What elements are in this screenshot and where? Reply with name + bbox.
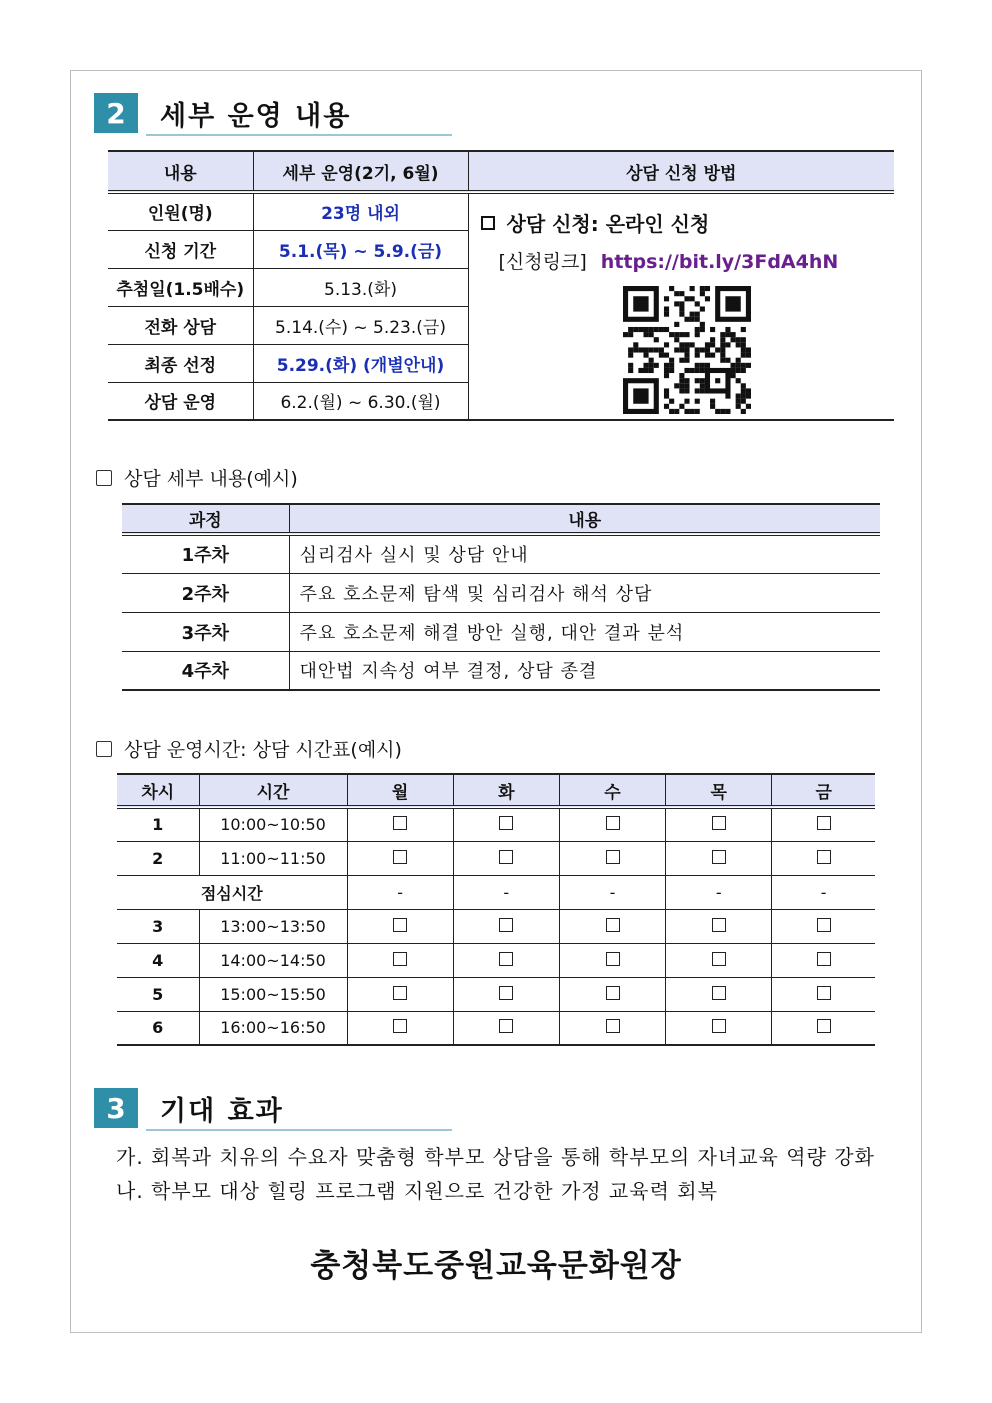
content-cell: 주요 호소문제 해결 방안 실행, 대안 결과 분석 <box>289 612 880 651</box>
slot-cell <box>666 909 772 943</box>
schedule-heading <box>96 735 402 762</box>
header-detail: 세부 운영(2기, 6월) <box>253 151 468 192</box>
header-tue: 화 <box>453 774 559 807</box>
table-row <box>117 977 875 1011</box>
header-content: 내용 <box>289 504 880 534</box>
checkbox[interactable] <box>393 850 407 864</box>
slot-cell <box>453 807 559 841</box>
method-cell <box>468 192 894 420</box>
slot-cell <box>666 977 772 1011</box>
session-cell: 3 <box>117 909 199 943</box>
section-title: 기대 효과 <box>160 1095 284 1127</box>
section-2-header <box>94 93 351 133</box>
checkbox[interactable] <box>606 986 620 1000</box>
checkbox[interactable] <box>499 986 513 1000</box>
checkbox[interactable] <box>499 850 513 864</box>
slot-cell <box>666 1011 772 1045</box>
table-row <box>117 909 875 943</box>
slot-cell <box>347 943 453 977</box>
checkbox[interactable] <box>817 1019 831 1033</box>
slot-cell <box>666 807 772 841</box>
slot-cell <box>347 1011 453 1045</box>
slot-cell <box>453 841 559 875</box>
slot-cell <box>772 909 875 943</box>
table-row <box>122 573 880 612</box>
slot-cell <box>772 807 875 841</box>
header-mon: 월 <box>347 774 453 807</box>
checkbox[interactable] <box>712 816 726 830</box>
time-cell: 10:00~10:50 <box>199 807 347 841</box>
row-value: 6.2.(월) ~ 6.30.(월) <box>253 382 468 420</box>
table-row <box>122 612 880 651</box>
schedule-table <box>117 773 875 1046</box>
table-row <box>117 1011 875 1045</box>
slot-cell <box>347 841 453 875</box>
checkbox-bullet-icon <box>96 470 112 486</box>
session-cell: 2 <box>117 841 199 875</box>
header-wed: 수 <box>559 774 665 807</box>
dash-cell: - <box>347 875 453 909</box>
checkbox[interactable] <box>606 918 620 932</box>
checkbox-bullet-icon <box>96 741 112 757</box>
checkbox[interactable] <box>499 1019 513 1033</box>
section-number: 2 <box>94 93 138 133</box>
dash-cell: - <box>772 875 875 909</box>
slot-cell <box>453 1011 559 1045</box>
checkbox[interactable] <box>817 986 831 1000</box>
checkbox[interactable] <box>817 952 831 966</box>
row-label: 상담 운영 <box>108 382 253 420</box>
slot-cell <box>453 977 559 1011</box>
slot-cell <box>559 841 665 875</box>
header-method: 상담 신청 방법 <box>468 151 894 192</box>
dash-cell: - <box>666 875 772 909</box>
row-value: 5.1.(목) ~ 5.9.(금) <box>253 230 468 268</box>
table-row <box>122 534 880 573</box>
operation-table <box>108 150 894 421</box>
row-value: 23명 내외 <box>253 192 468 230</box>
row-value: 5.14.(수) ~ 5.23.(금) <box>253 306 468 344</box>
checkbox[interactable] <box>393 918 407 932</box>
checkbox[interactable] <box>393 986 407 1000</box>
slot-cell <box>559 943 665 977</box>
organization-name: 충청북도중원교육문화원장 <box>310 1248 682 1284</box>
header-thu: 목 <box>666 774 772 807</box>
row-label: 추첨일(1.5배수) <box>108 268 253 306</box>
table-row <box>117 943 875 977</box>
row-label: 신청 기간 <box>108 230 253 268</box>
expected-effects <box>116 1140 875 1208</box>
checkbox[interactable] <box>817 850 831 864</box>
week-cell: 2주차 <box>122 573 289 612</box>
effect-item: 가. 회복과 치유의 수요자 맞춤형 학부모 상담을 통해 학부모의 자녀교육 역량 강화 <box>116 1145 875 1169</box>
lunch-cell: 점심시간 <box>117 875 347 909</box>
row-label: 전화 상담 <box>108 306 253 344</box>
row-value: 5.13.(화) <box>253 268 468 306</box>
slot-cell <box>347 807 453 841</box>
header-course: 과정 <box>122 504 289 534</box>
time-cell: 14:00~14:50 <box>199 943 347 977</box>
session-cell: 1 <box>117 807 199 841</box>
checkbox[interactable] <box>499 816 513 830</box>
link-label: [신청링크] <box>498 251 587 273</box>
section-number: 3 <box>94 1088 138 1128</box>
slot-cell <box>453 943 559 977</box>
content-cell: 대안법 지속성 여부 결정, 상담 종결 <box>289 651 880 690</box>
checkbox[interactable] <box>817 816 831 830</box>
section-underline <box>146 134 452 136</box>
slot-cell <box>666 943 772 977</box>
checkbox[interactable] <box>712 1019 726 1033</box>
checkbox[interactable] <box>499 918 513 932</box>
application-link[interactable]: https://bit.ly/3FdA4hN <box>600 251 839 273</box>
time-cell: 11:00~11:50 <box>199 841 347 875</box>
slot-cell <box>559 807 665 841</box>
method-title: 상담 신청: 온라인 신청 <box>506 212 710 236</box>
content-cell: 심리검사 실시 및 상담 안내 <box>289 534 880 573</box>
slot-cell <box>772 1011 875 1045</box>
square-bullet-icon <box>481 216 495 230</box>
header-time: 시간 <box>199 774 347 807</box>
slot-cell <box>772 977 875 1011</box>
checkbox[interactable] <box>712 986 726 1000</box>
checkbox[interactable] <box>393 952 407 966</box>
slot-cell <box>666 841 772 875</box>
header-content: 내용 <box>108 151 253 192</box>
checkbox[interactable] <box>499 952 513 966</box>
table-row <box>117 807 875 841</box>
table-row <box>117 875 875 909</box>
heading-text: 상담 세부 내용(예시) <box>124 468 298 490</box>
slot-cell <box>347 977 453 1011</box>
checkbox[interactable] <box>606 1019 620 1033</box>
row-label: 인원(명) <box>108 192 253 230</box>
checkbox[interactable] <box>393 1019 407 1033</box>
header-fri: 금 <box>772 774 875 807</box>
time-cell: 13:00~13:50 <box>199 909 347 943</box>
week-cell: 4주차 <box>122 651 289 690</box>
section-3-header <box>94 1088 284 1128</box>
slot-cell <box>453 909 559 943</box>
row-value: 5.29.(화) (개별안내) <box>253 344 468 382</box>
time-cell: 16:00~16:50 <box>199 1011 347 1045</box>
checkbox[interactable] <box>606 952 620 966</box>
table-row <box>117 841 875 875</box>
session-cell: 4 <box>117 943 199 977</box>
qr-code-icon[interactable] <box>623 286 751 414</box>
slot-cell <box>559 977 665 1011</box>
week-cell: 1주차 <box>122 534 289 573</box>
slot-cell <box>347 909 453 943</box>
dash-cell: - <box>453 875 559 909</box>
checkbox[interactable] <box>712 918 726 932</box>
method-title-line <box>481 208 895 237</box>
time-cell: 15:00~15:50 <box>199 977 347 1011</box>
session-cell: 5 <box>117 977 199 1011</box>
section-underline <box>146 1129 452 1131</box>
counsel-detail-table <box>122 503 880 691</box>
checkbox[interactable] <box>606 816 620 830</box>
checkbox[interactable] <box>817 918 831 932</box>
row-label: 최종 선정 <box>108 344 253 382</box>
counsel-detail-heading <box>96 464 298 491</box>
section-title: 세부 운영 내용 <box>160 100 352 132</box>
checkbox[interactable] <box>606 850 620 864</box>
dash-cell: - <box>559 875 665 909</box>
effect-item: 나. 학부모 대상 힐링 프로그램 지원으로 건강한 가정 교육력 회복 <box>116 1179 718 1203</box>
heading-text: 상담 운영시간: 상담 시간표(예시) <box>124 739 402 761</box>
week-cell: 3주차 <box>122 612 289 651</box>
slot-cell <box>772 943 875 977</box>
slot-cell <box>772 841 875 875</box>
table-row <box>122 651 880 690</box>
slot-cell <box>559 1011 665 1045</box>
checkbox[interactable] <box>393 816 407 830</box>
slot-cell <box>559 909 665 943</box>
session-cell: 6 <box>117 1011 199 1045</box>
content-cell: 주요 호소문제 탐색 및 심리검사 해석 상담 <box>289 573 880 612</box>
method-link-line <box>499 247 895 274</box>
checkbox[interactable] <box>712 850 726 864</box>
header-session: 차시 <box>117 774 199 807</box>
checkbox[interactable] <box>712 952 726 966</box>
